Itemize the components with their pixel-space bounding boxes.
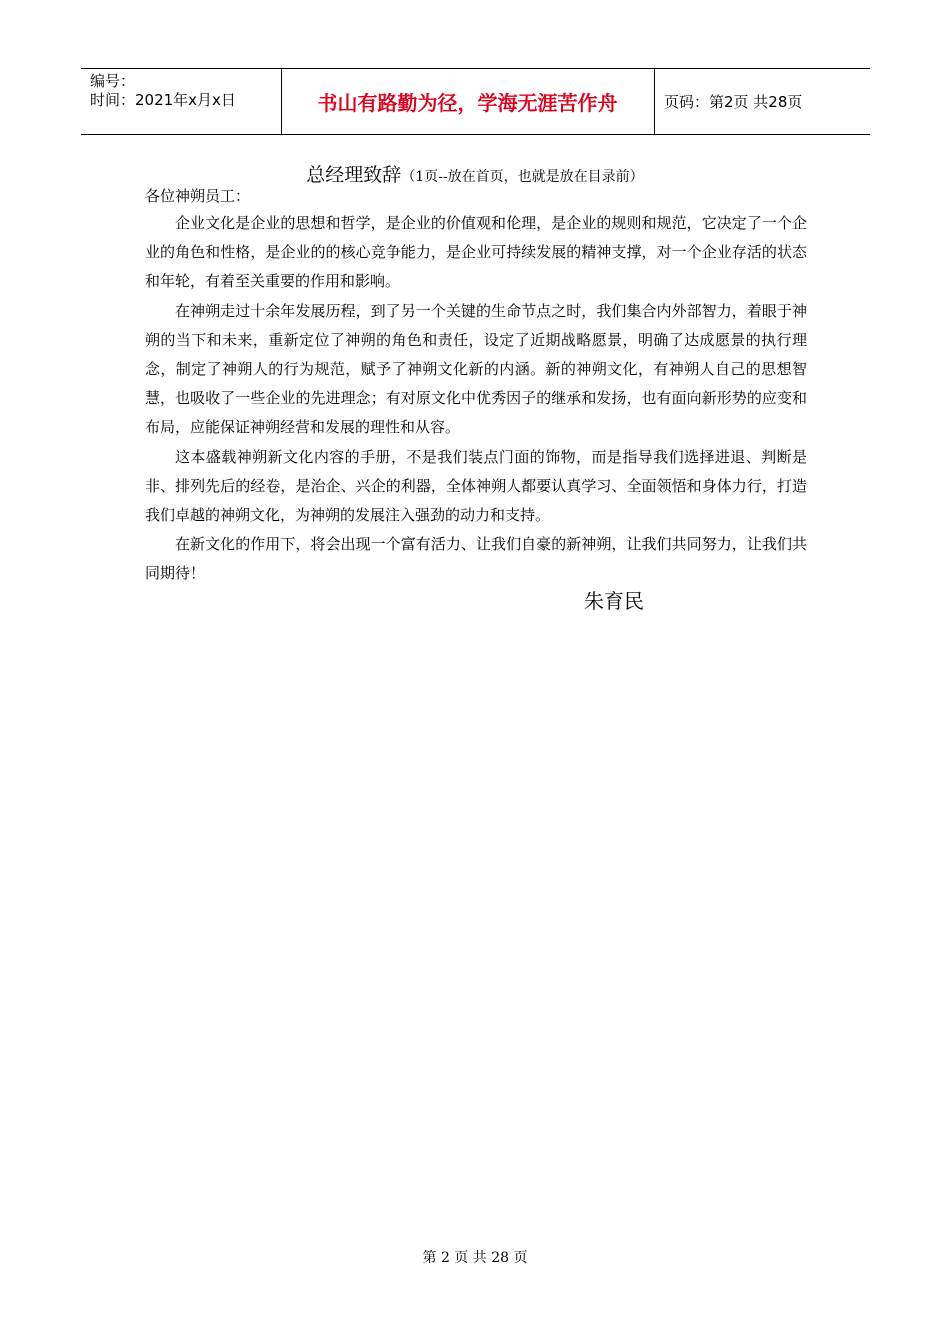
letter-body	[145, 209, 807, 589]
paragraph: 在神朔走过十余年发展历程，到了另一个关键的生命节点之时，我们集合内外部智力，着眼于神朔的当下和未来，重新定位了神朔的角色和责任，设定了近期战略愿景，明确了达成愿景的执行理念，制定了神朔人的行为规范，赋予了神朔文化新的内涵。新的神朔文化，有神朔人自己的思想智慧，也吸收了一些企业的先进理念；有对原文化中优秀因子的继承和发扬，也有面向新形势的应变和布局，应能保证神朔经营和发展的理性和从容。	[145, 301, 807, 437]
letter-title	[0, 160, 950, 187]
header-page-cell	[655, 69, 870, 134]
title-note: （1页--放在首页，也就是放在目录前）	[401, 169, 644, 185]
greeting: 各位神朔员工：	[145, 187, 251, 205]
header-motto: 书山有路勤为径，学海无涯苦作舟	[317, 91, 618, 115]
page-footer: 第 2 页 共 28 页	[422, 1250, 528, 1266]
page-header	[81, 68, 870, 135]
document-number-label: 编号：	[90, 72, 136, 90]
title-main: 总经理致辞	[306, 164, 402, 186]
header-page-info: 页码：第2页 共28页	[664, 93, 803, 111]
document-date: 时间：2021年x月x日	[90, 91, 236, 109]
paragraph: 这本盛载神朔新文化内容的手册，不是我们装点门面的饰物，而是指导我们选择进退、判断是非、排列先后的经卷，是治企、兴企的利器，全体神朔人都要认真学习、全面领悟和身体力行，打造我们卓越的神朔文化，为神朔的发展注入强劲的动力和支持。	[145, 447, 807, 525]
paragraph: 在新文化的作用下，将会出现一个富有活力、让我们自豪的新神朔，让我们共同努力，让我们共同期待！	[145, 535, 807, 583]
header-motto-cell	[281, 69, 655, 134]
signature: 朱育民	[584, 589, 644, 613]
paragraph: 企业文化是企业的思想和哲学，是企业的价值观和伦理，是企业的规则和规范，它决定了一个企业的角色和性格，是企业的的核心竞争能力，是企业可持续发展的精神支撑，对一个企业存活的状态和年轮，有着至关重要的作用和影响。	[145, 214, 807, 291]
header-info-cell	[81, 69, 282, 134]
